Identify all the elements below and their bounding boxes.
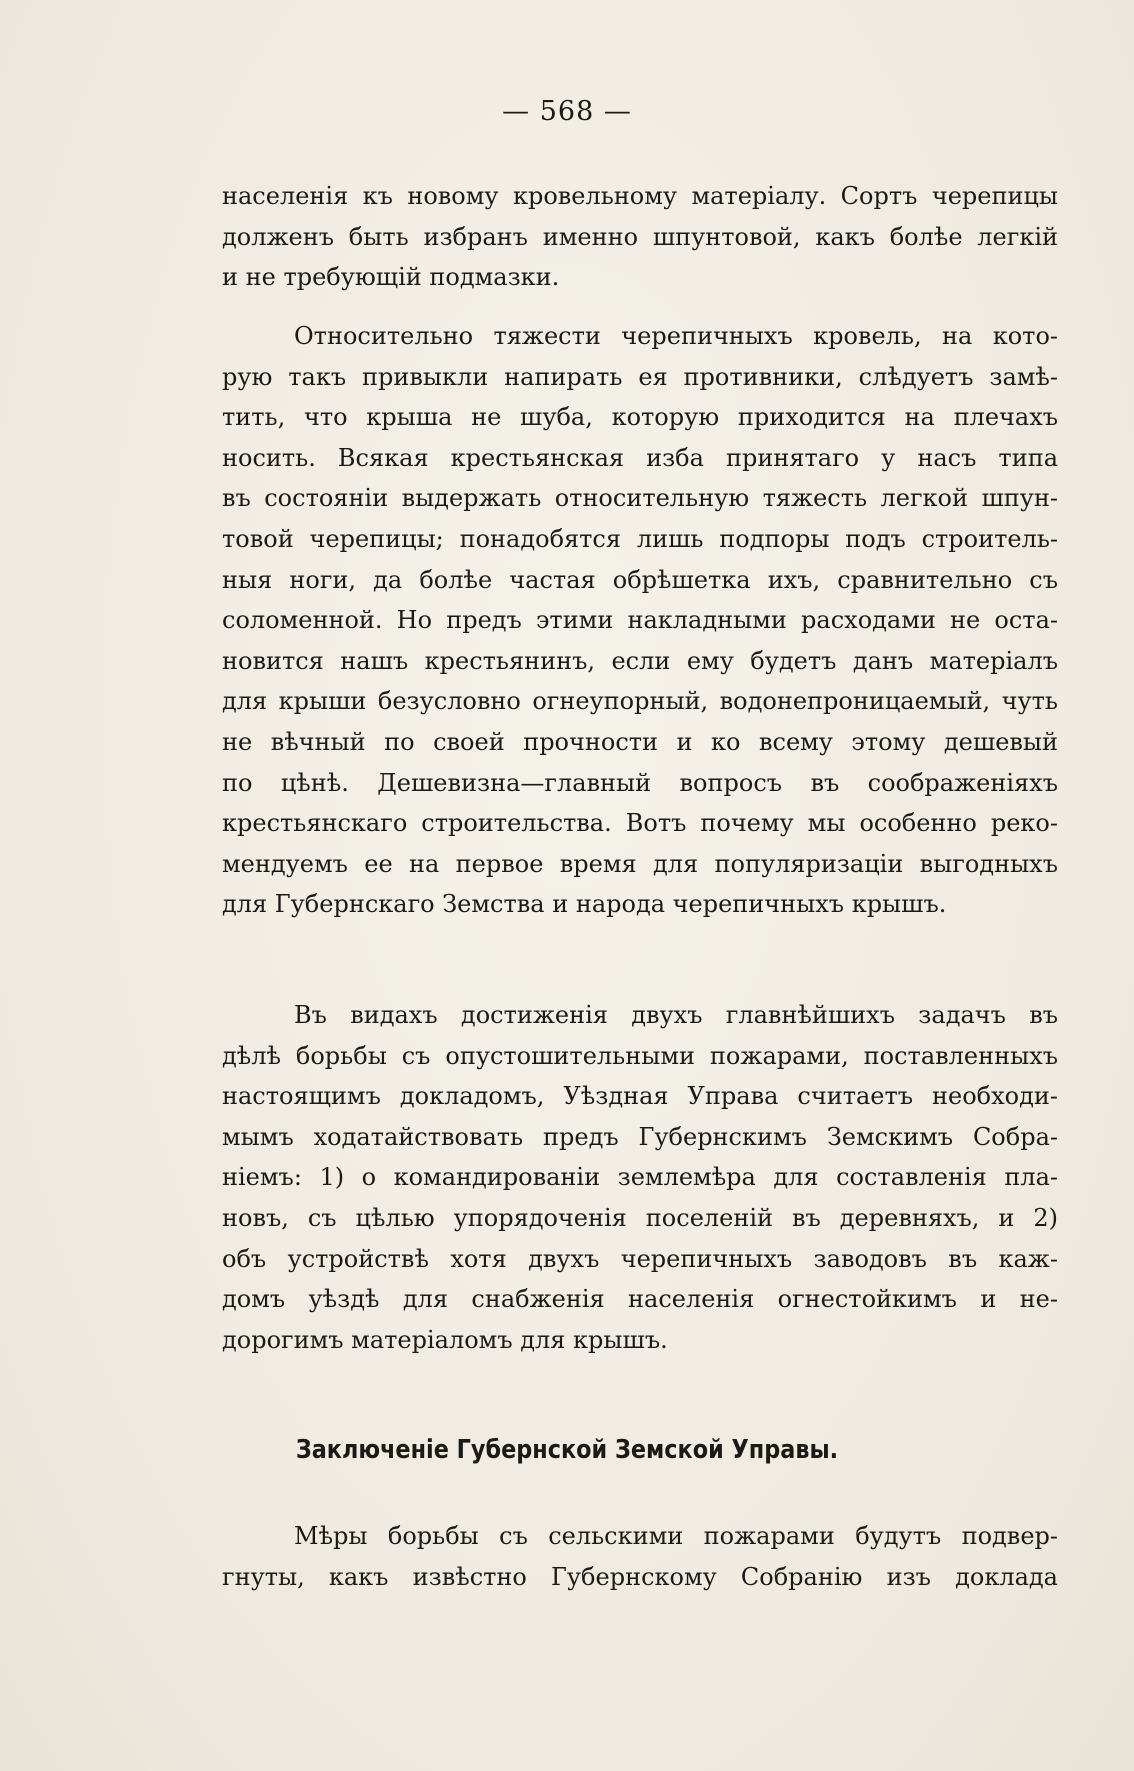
text-line: мендуемъ ее на первое время для популяризаціи выгодныхъ [222, 849, 1058, 878]
text-line: носить. Всякая крестьянская изба принятаго у насъ типа [222, 443, 1058, 472]
text-line: дѣлѣ борьбы съ опустошительными пожарами, поставленныхъ [222, 1041, 1058, 1070]
text-line: крестьянскаго строительства. Вотъ почему мы особенно реко- [222, 809, 1058, 838]
text-line: товой черепицы; понадобятся лишь подпоры подъ строитель- [222, 524, 1058, 553]
text-line: объ устройствѣ хотя двухъ черепичныхъ заводовъ въ каж- [222, 1244, 1058, 1273]
text-line: ніемъ: 1) о командированіи землемѣра для составленія пла- [222, 1163, 1058, 1192]
text-line: тить, что крыша не шуба, которую приходится на плечахъ [222, 403, 1058, 432]
paragraph-3 [222, 995, 1058, 1360]
paragraph-4 [222, 1516, 1058, 1597]
text-line: по цѣнѣ. Дешевизна—главный вопросъ въ соображеніяхъ [222, 768, 1058, 797]
text-line: рую такъ привыкли напирать ея противники, слѣдуетъ замѣ- [222, 362, 1058, 391]
page-number: — 568 — [502, 96, 632, 127]
text-line: дорогимъ матеріаломъ для крышъ. [222, 1325, 668, 1354]
text-line: Мѣры борьбы съ сельскими пожарами будутъ подвер- [294, 1522, 1058, 1550]
text-line: долженъ быть избранъ именно шпунтовой, какъ болѣе легкій [222, 222, 1058, 251]
paragraph-2 [222, 316, 1058, 925]
text-line: домъ уѣздѣ для снабженія населенія огнестойкимъ и не- [222, 1285, 1058, 1314]
text-line: мымъ ходатайствовать предъ Губернскимъ Земскимъ Собра- [222, 1122, 1058, 1151]
text-line: гнуты, какъ извѣстно Губернскому Собранію изъ доклада [222, 1562, 1058, 1591]
text-line: не вѣчный по своей прочности и ко всему этому дешевый [222, 727, 1058, 756]
text-line: новъ, съ цѣлью упорядоченія поселеній въ деревняхъ, и 2) [222, 1203, 1058, 1232]
paragraph-1 [222, 176, 1058, 298]
text-line: ныя ноги, да болѣе частая обрѣшетка ихъ, сравнительно съ [222, 565, 1058, 594]
text-line: для Губернскаго Земства и народа черепичныхъ крышъ. [222, 890, 947, 919]
section-heading: Заключеніе Губернской Земской Управы. [295, 1435, 839, 1465]
text-line: соломенной. Но предъ этими накладными расходами не оста- [222, 606, 1058, 635]
text-line: настоящимъ докладомъ, Уѣздная Управа считаетъ необходи- [222, 1082, 1058, 1111]
text-line: для крыши безусловно огнеупорный, водонепроницаемый, чуть [222, 687, 1058, 716]
text-line: Въ видахъ достиженія двухъ главнѣйшихъ задачъ въ [294, 1001, 1058, 1029]
text-line: населенія къ новому кровельному матеріалу. Сортъ черепицы [222, 182, 1058, 210]
text-line: Относительно тяжести черепичныхъ кровель, на кото- [294, 322, 1058, 350]
text-line: и не требующій подмазки. [222, 263, 560, 292]
text-line: новится нашъ крестьянинъ, если ему будетъ данъ матеріалъ [222, 646, 1058, 675]
text-line: въ состояніи выдержать относительную тяжесть легкой шпун- [222, 484, 1058, 513]
